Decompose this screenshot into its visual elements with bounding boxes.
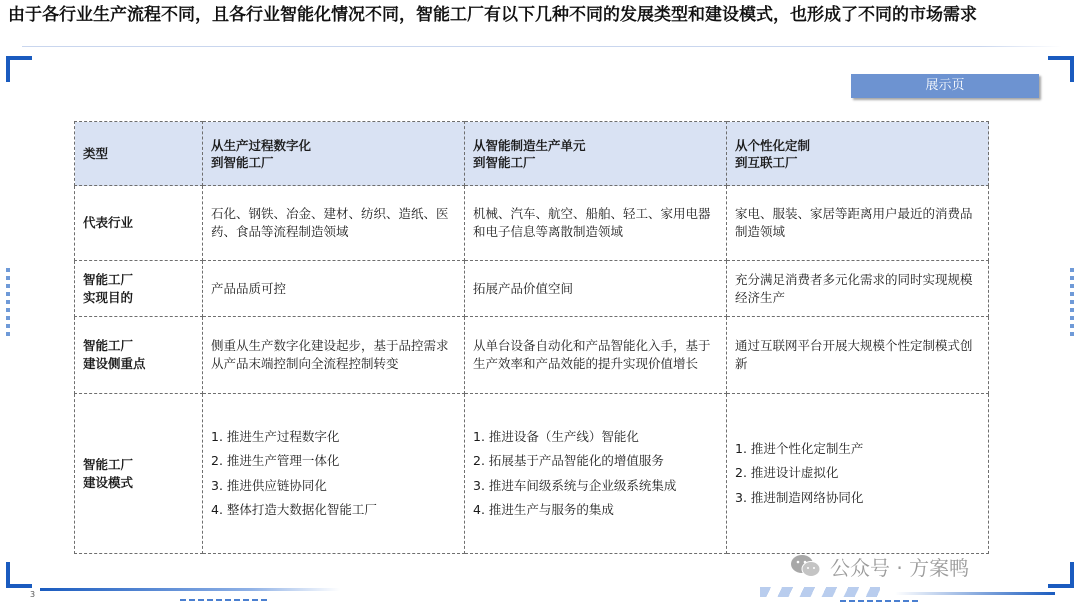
- header-cell-customization: [727, 122, 989, 186]
- mode-list: [211, 425, 456, 523]
- table-cell: [203, 394, 465, 554]
- list-item: 1. 推进生产过程数字化: [211, 428, 340, 444]
- footer-decoration: [180, 599, 270, 601]
- header-cell-smart-unit: [465, 122, 727, 186]
- list-item: 2. 推进设计虚拟化: [735, 465, 839, 481]
- footer-decoration: [895, 592, 1055, 595]
- header-cell-digitization: [203, 122, 465, 186]
- mode-list: [473, 425, 718, 523]
- table-cell: 侧重从生产数字化建设起步，基于品控需求从产品末端控制向全流程控制转变: [203, 317, 465, 394]
- table-cell: 石化、钢铁、冶金、建材、纺织、造纸、医药、食品等流程制造领域: [203, 186, 465, 261]
- footer-decoration: [760, 587, 880, 597]
- table-cell: [465, 394, 727, 554]
- list-item: 3. 推进车间级系统与企业级系统集成: [473, 477, 677, 493]
- title-divider: [22, 46, 1062, 47]
- header-cell-type: [75, 122, 203, 186]
- list-item: 1. 推进个性化定制生产: [735, 440, 864, 456]
- corner-bracket-bottom-right: [1048, 562, 1074, 588]
- page-title: 由于各行业生产流程不同，且各行业智能化情况不同，智能工厂有以下几种不同的发展类型和建设模式，也形成了不同的市场需求: [8, 5, 977, 25]
- header-label: 从智能制造生产单元 到智能工厂: [473, 137, 586, 170]
- row-label: 智能工厂 实现目的: [75, 261, 203, 317]
- table-cell: 通过互联网平台开展大规模个性定制模式创新: [727, 317, 989, 394]
- table-row: [75, 317, 989, 394]
- table-cell: 从单台设备自动化和产品智能化入手，基于生产效率和产品效能的提升实现价值增长: [465, 317, 727, 394]
- row-label: 代表行业: [75, 186, 203, 261]
- list-item: 4. 推进生产与服务的集成: [473, 502, 614, 517]
- header-label: 从生产过程数字化 到智能工厂: [211, 137, 312, 170]
- row-label: 智能工厂 建设模式: [75, 394, 203, 554]
- list-item: 2. 拓展基于产品智能化的增值服务: [473, 453, 664, 468]
- corner-bracket-top-left: [6, 56, 32, 82]
- table-row: [75, 261, 989, 317]
- corner-bracket-bottom-left: [6, 562, 32, 588]
- list-item: 3. 推进供应链协同化: [211, 477, 327, 493]
- watermark: [790, 553, 969, 579]
- table-cell: 拓展产品价值空间: [465, 261, 727, 317]
- comparison-table: [74, 121, 989, 554]
- list-item: 2. 推进生产管理一体化: [211, 453, 340, 468]
- watermark-text: 公众号 · 方案鸭: [830, 555, 970, 580]
- header-label: 类型: [83, 146, 109, 161]
- show-page-button[interactable]: 展示页: [851, 74, 1039, 98]
- table-cell: 产品品质可控: [203, 261, 465, 317]
- footer-decoration: [40, 588, 340, 591]
- table-cell: 机械、汽车、航空、船舶、轻工、家用电器和电子信息等离散制造领域: [465, 186, 727, 261]
- list-item: 1. 推进设备（生产线）智能化: [473, 428, 639, 444]
- footer-decoration: [840, 600, 920, 602]
- table-cell: 充分满足消费者多元化需求的同时实现规模经济生产: [727, 261, 989, 317]
- page-number: 3: [30, 590, 36, 599]
- table-row: [75, 394, 989, 554]
- wechat-icon: [790, 554, 822, 578]
- list-item: 4. 整体打造大数据化智能工厂: [211, 502, 377, 517]
- corner-bracket-top-right: [1048, 56, 1074, 82]
- row-label: 智能工厂 建设侧重点: [75, 317, 203, 394]
- table-cell: [727, 394, 989, 554]
- side-accent-right: [1070, 268, 1074, 338]
- header-label: 从个性化定制 到互联工厂: [735, 137, 811, 170]
- table-cell: 家电、服装、家居等距离用户最近的消费品制造领域: [727, 186, 989, 261]
- list-item: 3. 推进制造网络协同化: [735, 489, 864, 505]
- table-row: [75, 186, 989, 261]
- mode-list: [735, 437, 980, 511]
- side-accent-left: [6, 268, 10, 338]
- table-header-row: [75, 122, 989, 186]
